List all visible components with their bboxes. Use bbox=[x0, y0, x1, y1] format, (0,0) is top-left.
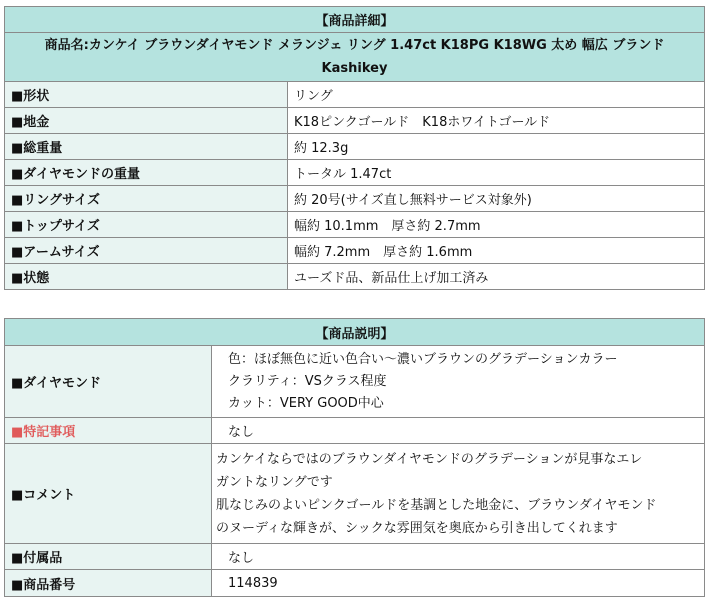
detail-label: ■形状 bbox=[5, 82, 288, 108]
desc-label: ■付属品 bbox=[5, 544, 212, 570]
detail-value: 約 20号(サイズ直し無料サービス対象外) bbox=[288, 186, 705, 212]
detail-value: ユーズド品、新品仕上げ加工済み bbox=[288, 264, 705, 290]
detail-value: 幅約 7.2mm 厚さ約 1.6mm bbox=[288, 238, 705, 264]
detail-value: K18ピンクゴールド K18ホワイトゴールド bbox=[288, 108, 705, 134]
desc-value: なし bbox=[212, 544, 705, 570]
description-header: 【商品説明】 bbox=[5, 319, 705, 346]
detail-value: 約 12.3g bbox=[288, 134, 705, 160]
desc-value: なし bbox=[212, 418, 705, 444]
product-name bbox=[5, 33, 705, 82]
desc-label-special-note: ■特記事項 bbox=[5, 418, 212, 444]
diamond-info bbox=[212, 346, 705, 418]
comment-line: カンケイならではのブラウンダイヤモンドのグラデーションが見事なエレ bbox=[216, 451, 643, 467]
detail-value: トータル 1.47ct bbox=[288, 160, 705, 186]
diamond-cut-line: カット：VERY GOOD中心 bbox=[228, 395, 384, 411]
detail-label: ■状態 bbox=[5, 264, 288, 290]
detail-label: ■ダイヤモンドの重量 bbox=[5, 160, 288, 186]
product-name-line2: Kashikey bbox=[321, 61, 388, 76]
desc-row-accessories bbox=[5, 544, 705, 570]
desc-row-diamond bbox=[5, 346, 705, 418]
detail-label: ■地金 bbox=[5, 108, 288, 134]
detail-row-arm-size bbox=[5, 238, 705, 264]
detail-row-top-size bbox=[5, 212, 705, 238]
comment-line: ガントなリングです bbox=[216, 474, 333, 490]
detail-row-metal bbox=[5, 108, 705, 134]
detail-row-condition bbox=[5, 264, 705, 290]
desc-label: ■コメント bbox=[5, 444, 212, 544]
detail-row-diamond-weight bbox=[5, 160, 705, 186]
details-header: 【商品詳細】 bbox=[5, 7, 705, 33]
comment-line: のヌーディな輝きが、シックな雰囲気を奥底から引き出してくれます bbox=[216, 520, 618, 536]
comment-text bbox=[212, 444, 705, 544]
comment-line: 肌なじみのよいピンクゴールドを基調とした地金に、ブラウンダイヤモンド bbox=[216, 497, 657, 513]
detail-label: ■リングサイズ bbox=[5, 186, 288, 212]
desc-row-special-note bbox=[5, 418, 705, 444]
desc-row-comment bbox=[5, 444, 705, 544]
detail-value: リング bbox=[288, 82, 705, 108]
product-description-table bbox=[4, 318, 705, 597]
product-details-table bbox=[4, 6, 705, 290]
detail-label: ■アームサイズ bbox=[5, 238, 288, 264]
diamond-clarity-line: クラリティ：VSクラス程度 bbox=[228, 373, 387, 389]
detail-value: 幅約 10.1mm 厚さ約 2.7mm bbox=[288, 212, 705, 238]
detail-row-shape bbox=[5, 82, 705, 108]
product-number-value: 114839 bbox=[212, 570, 705, 597]
detail-row-ring-size bbox=[5, 186, 705, 212]
diamond-color-line: 色：ほぼ無色に近い色合い～濃いブラウンのグラデーションカラー bbox=[228, 351, 618, 367]
desc-label: ■ダイヤモンド bbox=[5, 346, 212, 418]
detail-label: ■総重量 bbox=[5, 134, 288, 160]
detail-row-total-weight bbox=[5, 134, 705, 160]
detail-label: ■トップサイズ bbox=[5, 212, 288, 238]
desc-label: ■商品番号 bbox=[5, 570, 212, 597]
desc-row-product-number bbox=[5, 570, 705, 597]
product-name-line1: 商品名:カンケイ ブラウンダイヤモンド メランジェ リング 1.47ct K18PG K18WG 太め 幅広 ブランド bbox=[44, 38, 665, 53]
